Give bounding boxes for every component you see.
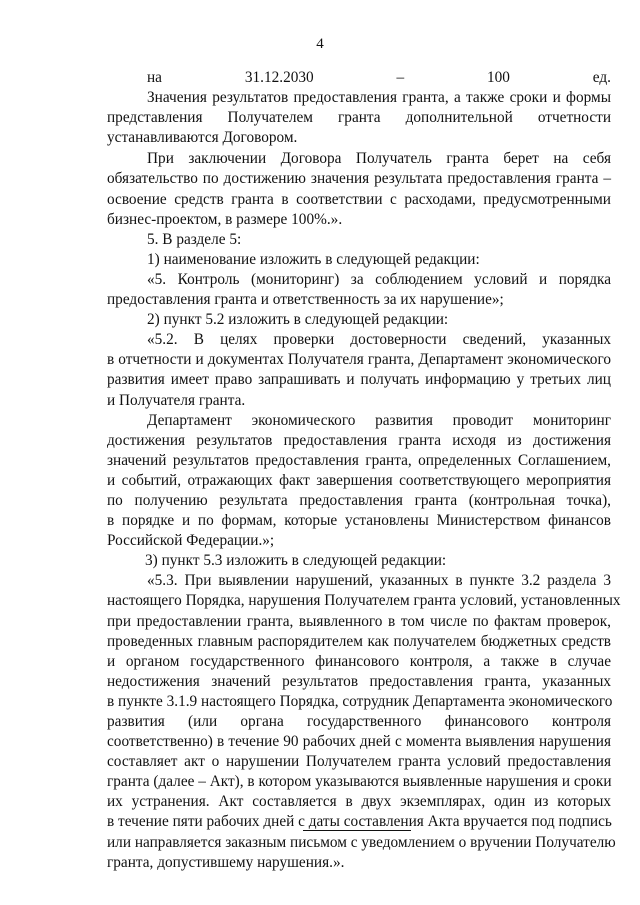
- text-line: 5. В разделе 5:: [147, 230, 242, 248]
- text-line: гранта, допустившему нарушения.».: [107, 853, 345, 871]
- text-line: соответственно) в течение 90 рабочих дней с момента выявления нарушения: [107, 733, 611, 751]
- text-line: При заключении Договора Получатель гранта берет на себя: [147, 150, 611, 168]
- closing-rule: [303, 830, 411, 831]
- document-body: [107, 68, 621, 873]
- text-line: 2) пункт 5.2 изложить в следующей редакции:: [147, 311, 449, 329]
- text-line: бизнес-проектом, в размере 100%.».: [107, 210, 343, 228]
- text-line: гранта (далее – Акт), в котором указываются выявленные нарушения и сроки: [107, 773, 612, 791]
- text-line: устанавливаются Договором.: [107, 129, 298, 147]
- text-line: и органом государственного финансового контроля, а также в случае: [107, 652, 611, 670]
- text-line: в течение пяти рабочих дней с даты составления Акта вручается под подпись: [107, 813, 612, 831]
- text-line: недостижения значений результатов предоставления гранта, указанных: [107, 672, 611, 690]
- text-line: обязательство по достижению значения результата предоставления гранта –: [107, 170, 611, 188]
- text-line: в порядке и по формам, которые установлены Министерством финансов: [107, 512, 611, 530]
- text-line: представления Получателем гранта дополнительной отчетности: [107, 109, 611, 127]
- text-line: в отчетности и документах Получателя гранта, Департамент экономического: [107, 351, 611, 369]
- text-line: Российской Федерации.»;: [107, 532, 275, 550]
- text-line: достижения результатов предоставления гранта исходя из достижения: [107, 431, 611, 449]
- text-line: и событий, отражающих факт завершения соответствующего мероприятия: [107, 471, 611, 489]
- text-line: в пункте 3.1.9 настоящего Порядка, сотрудник Департамента экономического: [107, 692, 613, 710]
- text-line: развития имеет право запрашивать и получать информацию у третьих лиц: [107, 371, 611, 389]
- page-number: 4: [316, 36, 324, 52]
- text-line: при предоставлении гранта, выявленного в том числе по фактам проверок,: [107, 612, 611, 630]
- text-line: 1) наименование изложить в следующей редакции:: [147, 250, 480, 268]
- text-line: освоение средств гранта в соответствии с расходами, предусмотренными: [107, 190, 611, 208]
- text-line: на 31.12.2030 – 100 ед.: [147, 69, 611, 86]
- text-line: и Получателя гранта.: [107, 391, 246, 409]
- text-line: предоставления гранта и ответственность за их нарушение»;: [107, 291, 504, 309]
- text-line: настоящего Порядка, нарушения Получателем гранта условий, установленных: [107, 592, 621, 610]
- text-line: или направляется заказным письмом с уведомлением о вручении Получателю: [107, 833, 616, 851]
- text-line: 3) пункт 5.3 изложить в следующей редакции:: [145, 552, 447, 570]
- text-line: развития (или органа государственного финансового контроля: [107, 713, 611, 730]
- text-line: «5.3. При выявлении нарушений, указанных в пункте 3.2 раздела 3: [147, 572, 611, 590]
- text-line: их устранения. Акт составляется в двух экземплярах, один из которых: [107, 793, 611, 811]
- text-line: проведенных главным распорядителем как получателем бюджетных средств: [107, 632, 611, 650]
- text-line: значений результатов предоставления гранта, определенных Соглашением,: [107, 451, 611, 469]
- text-line: составляет акт о нарушении Получателем гранта условий предоставления: [107, 753, 611, 771]
- text-line: «5.2. В целях проверки достоверности сведений, указанных: [147, 331, 611, 349]
- text-line: «5. Контроль (мониторинг) за соблюдением условий и порядка: [147, 270, 611, 288]
- text-line: Значения результатов предоставления гранта, а также сроки и формы: [147, 89, 611, 107]
- text-line: по получению результата предоставления гранта (контрольная точка),: [107, 491, 611, 509]
- text-line: Департамент экономического развития проводит мониторинг: [147, 411, 611, 429]
